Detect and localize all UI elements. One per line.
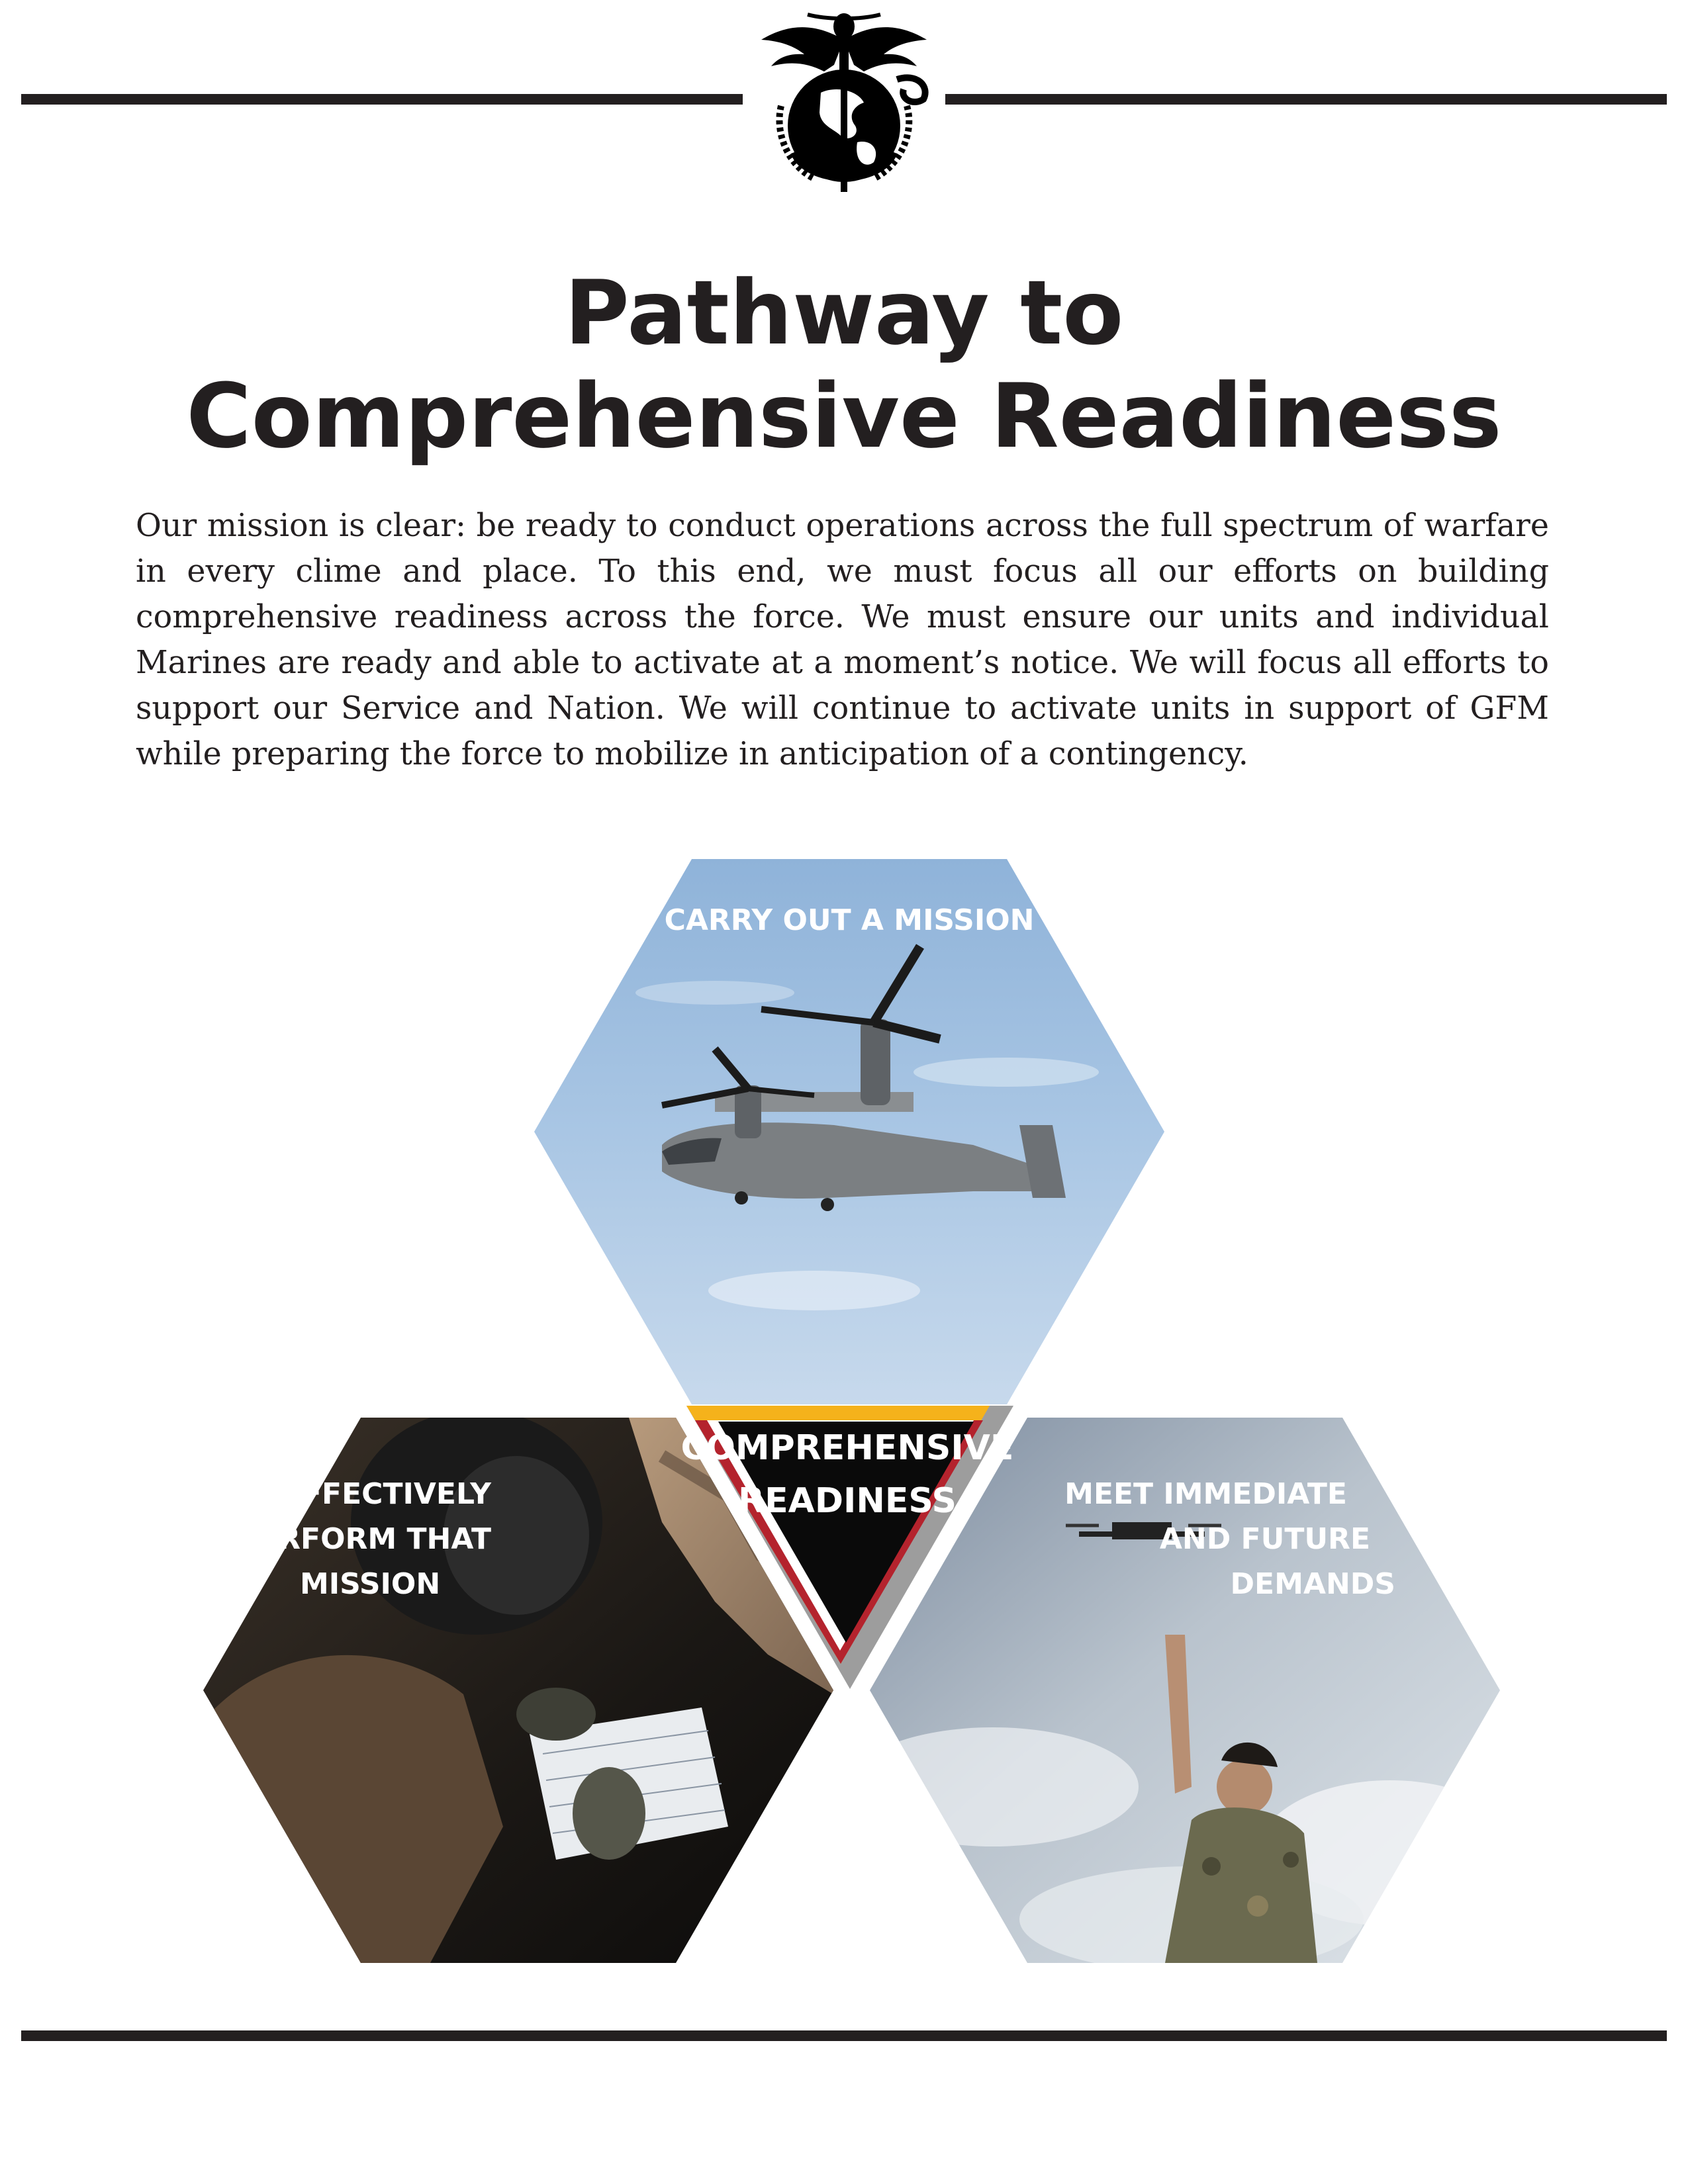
bottom-rule xyxy=(21,2030,1667,2041)
page-title-line1: Pathway to xyxy=(564,261,1124,365)
page-title-line2: Comprehensive Readiness xyxy=(186,365,1502,468)
hex-right-label-line3: DEMANDS xyxy=(1230,1567,1395,1601)
hex-carry-out-mission xyxy=(534,859,1164,1404)
hex-right-label-line1: MEET IMMEDIATE xyxy=(1064,1477,1347,1511)
hex-left-label-line2: PERFORM THAT xyxy=(236,1522,491,1556)
hex-right-label-line2: AND FUTURE xyxy=(1159,1522,1370,1556)
hex-left-label-line3: MISSION xyxy=(300,1567,441,1601)
intro-paragraph: Our mission is clear: be ready to conduct operations across the full spectrum of warfare in every clime and place. To this end, we must focus all our efforts on building comprehensive readiness across the force. We must ensure our units and individual Marines are ready and able to activate at a moment’s notice. We will focus all efforts to support our Service and Nation. We will continue to activate units in support of GFM while preparing the force to mobilize in anticipation of a contingency. xyxy=(136,508,1549,772)
center-label-line1: COMPREHENSIVE xyxy=(680,1428,1014,1468)
center-label-line2: READINESS xyxy=(738,1481,957,1521)
hex-left-label-line1: EFFECTIVELY xyxy=(281,1477,491,1511)
hex-top-label: CARRY OUT A MISSION xyxy=(664,903,1035,937)
